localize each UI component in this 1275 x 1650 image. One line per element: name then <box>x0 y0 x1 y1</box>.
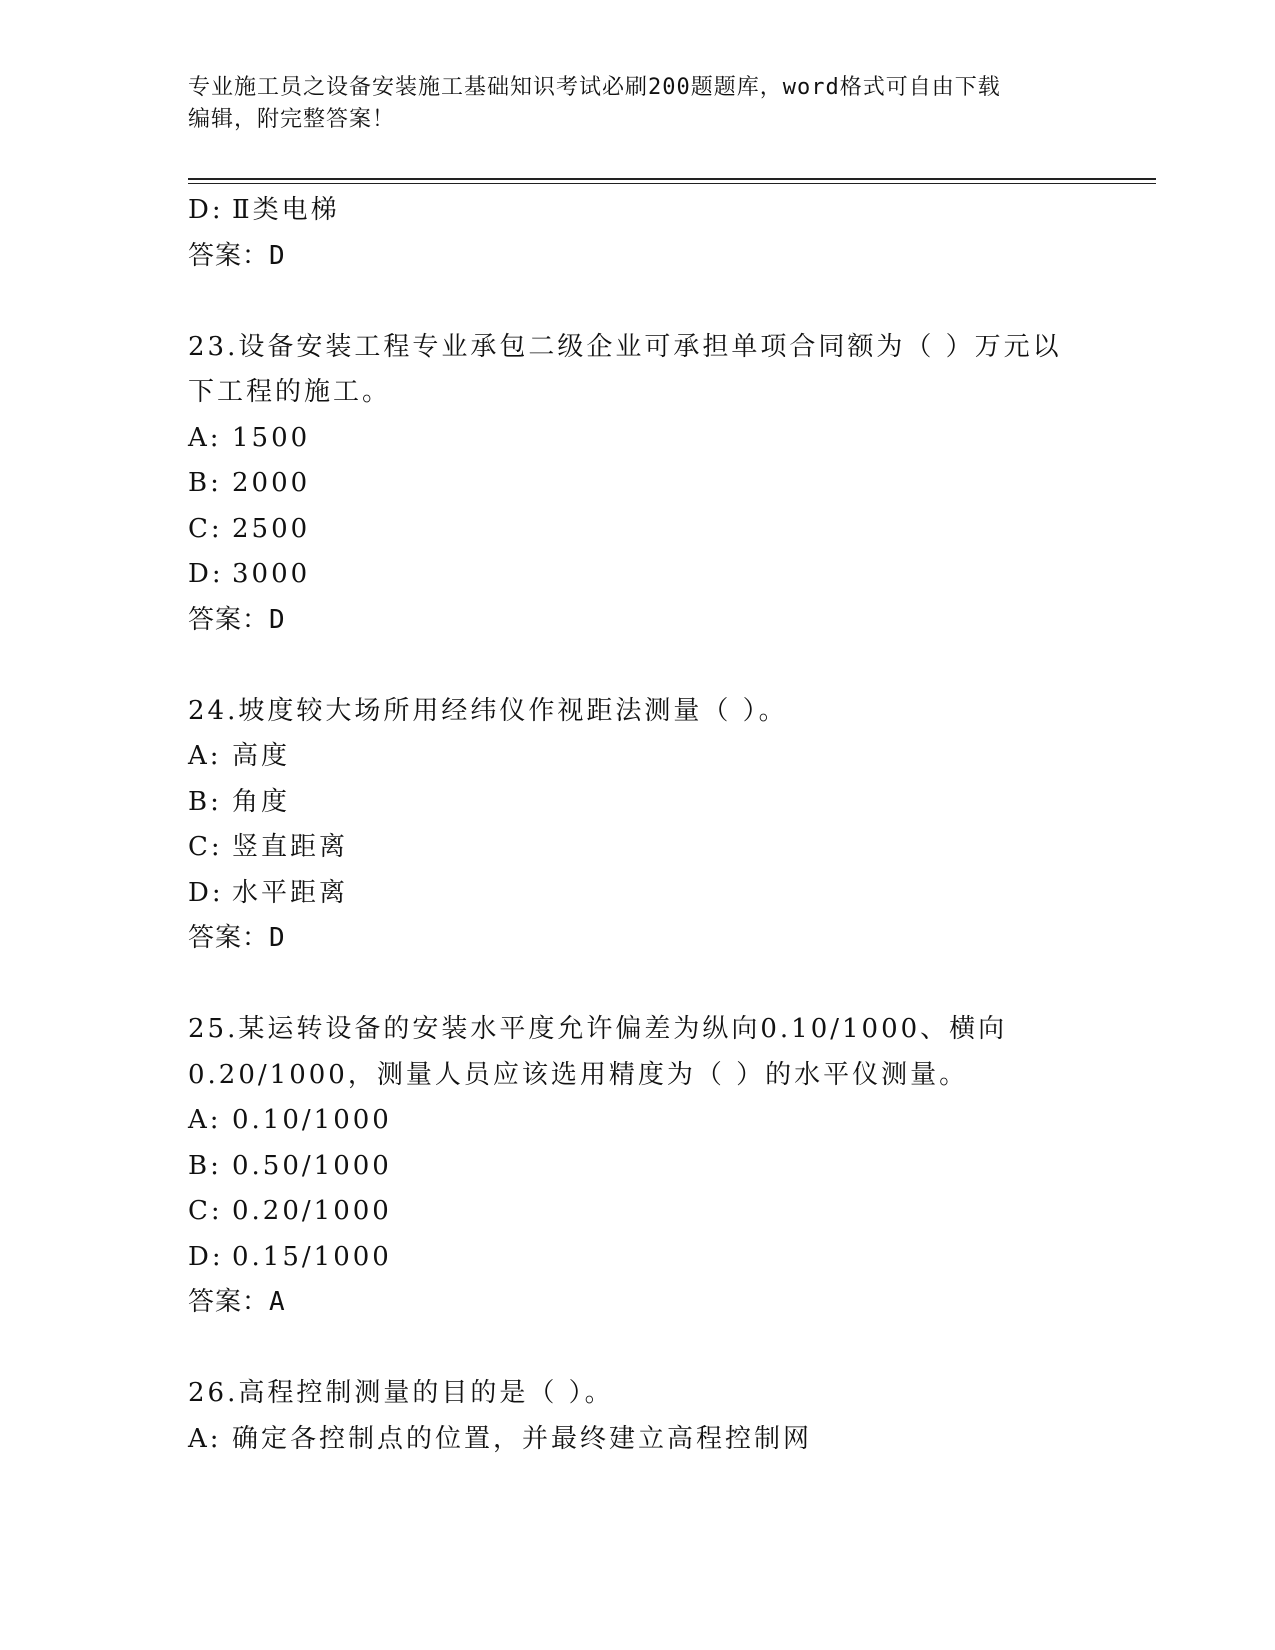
prev-answer: 答案：D <box>188 240 286 271</box>
option-label: D: <box>188 877 224 908</box>
q25-answer: 答案：A <box>188 1287 286 1317</box>
q23-stem-line-1: 23.设备安装工程专业承包二级企业可承担单项合同额为（ ）万元以 <box>188 331 1062 362</box>
option-text: 0.15/1000 <box>232 1241 392 1272</box>
option-label: C: <box>188 832 223 862</box>
document-header <box>188 72 1068 136</box>
option-text: 竖直距离 <box>232 832 349 862</box>
option-label: A: <box>188 1423 222 1454</box>
option-label: B: <box>188 1150 222 1181</box>
spacer <box>188 279 1068 325</box>
header-divider-thin <box>188 183 1156 184</box>
q23-option-a <box>188 416 1068 462</box>
q25-stem-line-1: 25.某运转设备的安装水平度允许偏差为纵向0.10/1000、横向 <box>188 1014 1008 1044</box>
option-text: 0.50/1000 <box>232 1150 392 1181</box>
option-text: 确定各控制点的位置，并最终建立高程控制网 <box>232 1423 813 1454</box>
header-title-line-1: 专业施工员之设备安装施工基础知识考试必刷200题题库，word格式可自由下载 <box>188 75 1001 100</box>
q23-option-c <box>188 507 1068 553</box>
spacer <box>188 643 1068 689</box>
option-label: A: <box>188 741 222 771</box>
q24-option-d <box>188 871 1068 917</box>
option-label: B: <box>188 786 222 817</box>
option-text: 0.10/1000 <box>232 1105 392 1135</box>
option-label: D: <box>188 559 224 589</box>
q25-option-b <box>188 1144 1068 1190</box>
option-label: D: <box>188 195 224 225</box>
option-text: 3000 <box>232 559 311 589</box>
option-label: B: <box>188 468 222 498</box>
option-label: C: <box>188 1196 223 1226</box>
option-text: 1500 <box>232 422 311 453</box>
q24-stem-line-1: 24.坡度较大场所用经纬仪作视距法测量（ ）。 <box>188 695 788 726</box>
q24-answer: 答案：D <box>188 923 286 953</box>
q23-answer: 答案：D <box>188 604 286 635</box>
q25-stem-line-2: 0.20/1000，测量人员应该选用精度为（ ）的水平仪测量。 <box>188 1059 969 1090</box>
q23-option-b <box>188 461 1068 507</box>
option-text: 2500 <box>232 513 311 544</box>
question-list <box>188 188 1068 1462</box>
option-label: C: <box>188 513 223 544</box>
option-text: 0.20/1000 <box>232 1196 392 1226</box>
option-text: 角度 <box>232 786 291 817</box>
spacer <box>188 962 1068 1008</box>
option-label: A: <box>188 422 222 453</box>
option-label: A: <box>188 1105 222 1135</box>
q24-option-b <box>188 780 1068 826</box>
header-title-line-2: 编辑，附完整答案！ <box>188 107 396 132</box>
q26-stem-line-1: 26.高程控制测量的目的是（ ）。 <box>188 1378 614 1408</box>
option-text: 水平距离 <box>232 877 349 908</box>
option-label: D: <box>188 1241 224 1272</box>
option-text: 高度 <box>232 741 291 771</box>
prev-option-d <box>188 188 1068 234</box>
q25-option-c <box>188 1189 1068 1235</box>
q25-option-d <box>188 1235 1068 1281</box>
q24-option-a <box>188 734 1068 780</box>
spacer <box>188 1326 1068 1372</box>
q23-stem-line-2: 下工程的施工。 <box>188 377 392 407</box>
option-text: 2000 <box>232 468 311 498</box>
q25-option-a <box>188 1098 1068 1144</box>
q23-option-d <box>188 552 1068 598</box>
q26-option-a <box>188 1417 1068 1463</box>
option-text: Ⅱ类电梯 <box>232 195 340 225</box>
q24-option-c <box>188 825 1068 871</box>
header-divider-thick <box>188 178 1156 180</box>
